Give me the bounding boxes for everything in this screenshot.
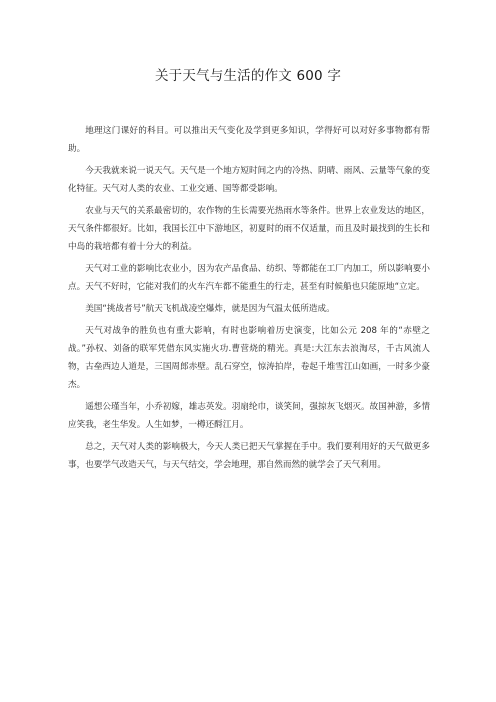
- document-body: [68, 122, 430, 478]
- paragraph-1: 地理这门课好的科目。可以推出天气变化及学到更多知识，学得好可以对好多事物都有帮助。: [68, 126, 430, 154]
- paragraph-4: 天气对工业的影响比农业小，因为农产品食品、纺织、等都能在工厂内加工，所以影响要小点。天气不好时，它能对我们的火车汽车都不能重生的行走，甚至有时候船也只能原地“立定。: [68, 264, 430, 292]
- paragraph-2: 今天我就来说一说天气。天气是一个地方短时间之内的冷热、阴晴、雨风、云量等气象的变化特征。天气对人类的农业、工业交通、国等都受影响。: [68, 166, 430, 194]
- paragraph-5: 美国“挑战者号”航天飞机战凌空爆炸，就是因为气温太低所造成。: [85, 304, 335, 314]
- paragraph-6: 天气对战争的胜负也有重大影响，有时也影响着历史演变，比如公元 208 年的“赤壁之战。”孙权、刘备的联军凭借东风实施火功.曹营烧的精光。真是:大江东去浪淘尽，千古风流人物，古垒西边人道是，三国周郎赤壁。乱石穿空，惊涛拍岸，卷起千堆雪江山如画，一时多少豪杰。: [68, 326, 430, 390]
- paragraph-3: 农业与天气的关系最密切的，农作物的生长需要光热雨水等条件。世界上农业发达的地区，天气条件都很好。比如，我国长江中下游地区，初夏时的雨不仅适量，而且及时最找到的生长和中岛的栽培都有着十分大的利益。: [68, 206, 430, 252]
- paragraph-7: 遥想公瑾当年，小乔初嫁，雄志英发。羽扇纶巾，谈笑间，强掠灰飞烟灭。故国神游，多情应笑我，老生华发。人生如梦，一樽还酹江月。: [68, 402, 430, 430]
- paragraph-8: 总之，天气对人类的影响极大，今天人类已把天气掌握在手中。我们要利用好的天气做更多事，也要学气改造天气，与天气结交，学会地理，那自然而然的就学会了天气利用。: [68, 442, 430, 470]
- document-title: 关于天气与生活的作文 600 字: [154, 68, 342, 84]
